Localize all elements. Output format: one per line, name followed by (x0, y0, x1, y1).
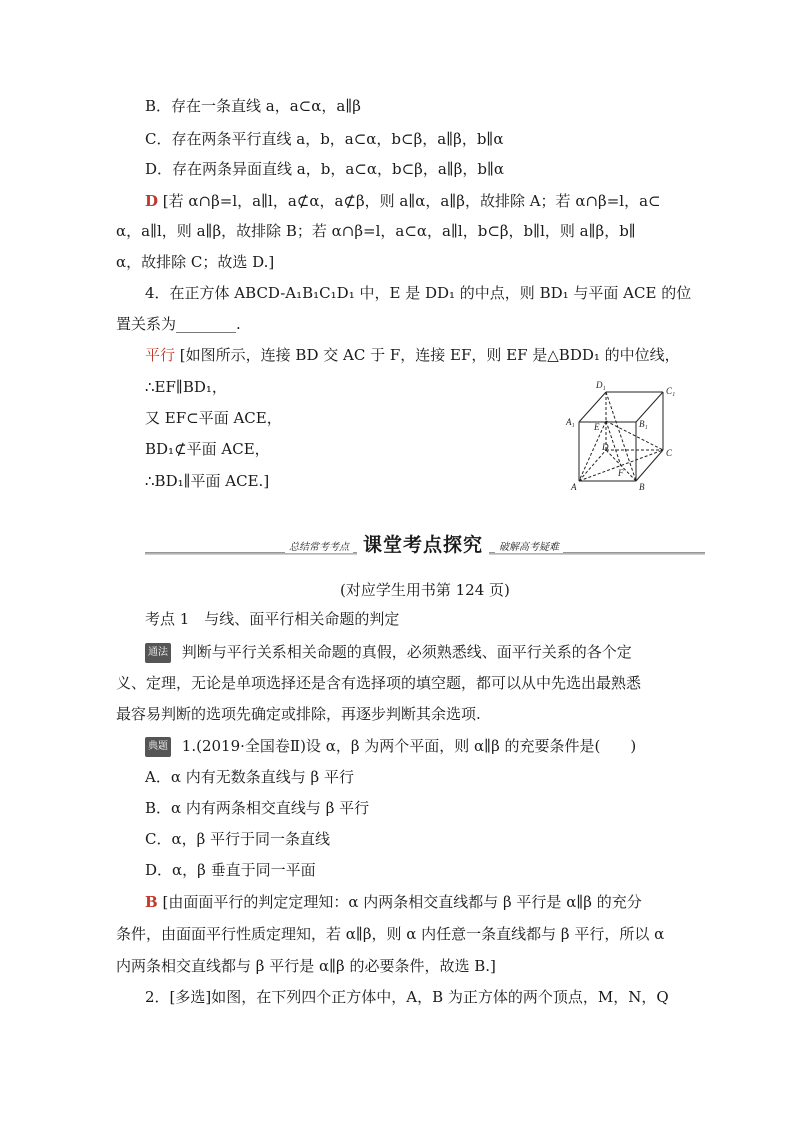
label-b1: B₁ (639, 419, 648, 429)
answer-3-line-1 (145, 191, 661, 211)
topic-heading: 考点 1 与线、面平行相关命题的判定 (145, 610, 400, 628)
example-option-d: D．α，β 垂直于同一平面 (145, 861, 316, 879)
label-b: B (639, 482, 645, 492)
answer-4-line-1 (145, 345, 680, 365)
answer-3-line-3: α，故排除 C；故选 D.] (116, 253, 275, 271)
answer-text: [由面面平行的判定定理知：α 内两条相交直线都与 β 平行是 α∥β 的充分 (162, 893, 642, 911)
question-4-line-1: 4．在正方体 ABCD-A₁B₁C₁D₁ 中，E 是 DD₁ 的中点，则 BD₁ 与平面 ACE 的位 (145, 284, 692, 302)
page-reference: (对应学生用书第 124 页) (340, 581, 510, 599)
example-tag: 典题 (145, 737, 171, 757)
label-f: F (618, 468, 624, 478)
example-stem-text: 1.(2019·全国卷Ⅱ)设 α，β 为两个平面，则 α∥β 的充要条件是( ) (181, 737, 637, 755)
example-option-a: A．α 内有无数条直线与 β 平行 (145, 768, 354, 786)
answer-1-line-2: 条件，由面面平行性质定理知，若 α∥β，则 α 内任意一条直线都与 β 平行，所以 α (116, 925, 665, 943)
label-a: A (571, 482, 577, 492)
answer-4-line-2: ∴EF∥BD₁， (145, 378, 227, 396)
label-c: C (666, 448, 673, 458)
answer-letter: B (145, 893, 158, 911)
section-banner (145, 530, 705, 560)
answer-1-line-1 (145, 892, 642, 912)
answer-word: 平行 (145, 346, 176, 364)
banner-left-text: 总结常考考点 (285, 538, 353, 553)
label-a1: A₁ (566, 417, 575, 427)
answer-4-line-4: BD₁⊄平面 ACE， (145, 440, 270, 458)
method-line-1 (145, 642, 632, 663)
question-2-line-1: 2．[多选]如图，在下列四个正方体中，A，B 为正方体的两个顶点，M，N，Q (145, 988, 669, 1006)
method-line-2: 义、定理，无论是单项选择还是含有选择项的填空题，都可以从中先选出最熟悉 (116, 674, 642, 692)
label-e: E (594, 422, 600, 432)
answer-text: [如图所示，连接 BD 交 AC 于 F，连接 EF，则 EF 是△BDD₁ 的中位线， (179, 346, 680, 364)
answer-text: [若 α∩β=l，a∥l，a⊄α，a⊄β，则 a∥α，a∥β，故排除 A；若 α∩β=l，a⊂ (162, 192, 661, 210)
cube-figure (562, 378, 692, 496)
banner-right-text: 破解高考疑难 (495, 538, 563, 553)
example-stem (145, 736, 636, 757)
option-b: B．存在一条直线 a，a⊂α，a∥β (145, 97, 361, 115)
answer-1-line-3: 内两条相交直线都与 β 平行是 α∥β 的必要条件，故选 B.] (116, 957, 496, 975)
method-line-3: 最容易判断的选项先确定或排除，再逐步判断其余选项. (116, 705, 481, 723)
label-d1: D₁ (596, 380, 606, 390)
label-c1: C₁ (666, 386, 676, 396)
option-c: C．存在两条平行直线 a，b，a⊂α，b⊂β，a∥β，b∥α (145, 130, 504, 148)
banner-title: 课堂考点探究 (357, 530, 489, 557)
answer-4-line-3: 又 EF⊂平面 ACE， (145, 409, 282, 427)
method-text: 判断与平行关系相关命题的真假，必须熟悉线、面平行关系的各个定 (181, 643, 632, 661)
question-4-line-2: 置关系为________. (116, 315, 241, 333)
method-tag: 通法 (145, 643, 171, 663)
answer-4-line-5: ∴BD₁∥平面 ACE.] (145, 472, 270, 490)
example-option-b: B．α 内有两条相交直线与 β 平行 (145, 799, 370, 817)
example-option-c: C．α，β 平行于同一条直线 (145, 830, 331, 848)
answer-3-line-2: α，a∥l，则 a∥β，故排除 B；若 α∩β=l，a⊂α，a∥l，b⊂β，b∥l，则 a∥β，b∥ (116, 222, 636, 240)
answer-letter: D (145, 192, 159, 210)
label-d: D (602, 442, 609, 452)
option-d: D．存在两条异面直线 a，b，a⊂α，b⊂β，a∥β，b∥α (145, 160, 505, 178)
